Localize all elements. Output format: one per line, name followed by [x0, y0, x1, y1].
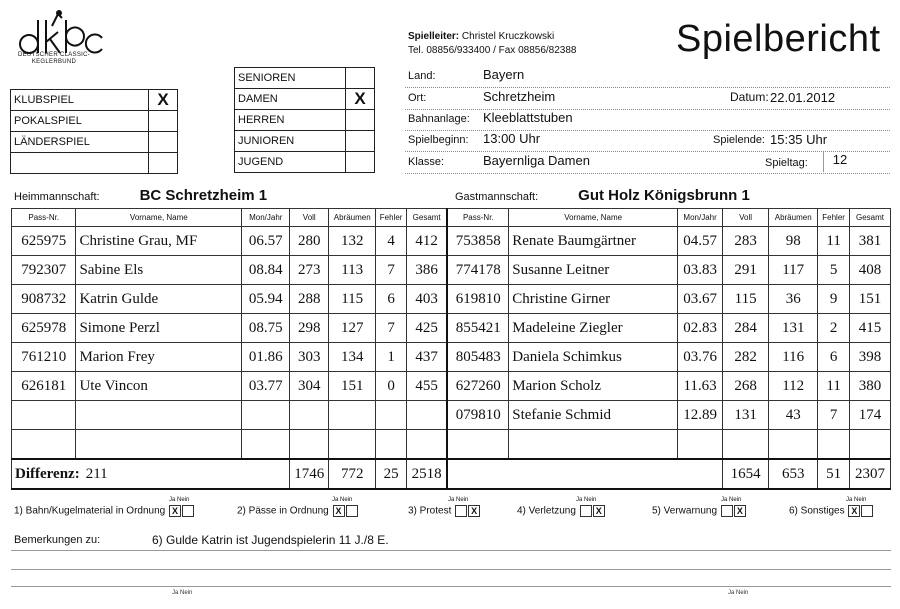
logo-line-1: DEUTSCHER CLASSIC-	[17, 52, 91, 58]
spielleiter-name: Christel Kruczkowski	[461, 31, 555, 42]
spielart-mark[interactable]	[149, 132, 178, 153]
page-title: Spielbericht	[676, 18, 881, 60]
heim-cell[interactable]: 08.84	[242, 256, 290, 285]
heim-cell[interactable]: Ute Vincon	[76, 372, 242, 401]
nein-checkbox[interactable]	[346, 505, 358, 517]
gast-cell[interactable]: 11.63	[678, 372, 723, 401]
divider	[11, 569, 891, 570]
gast-cell[interactable]: 9	[818, 285, 850, 314]
gast-cell[interactable]: 079810	[447, 401, 508, 430]
gast-cell[interactable]: 174	[849, 401, 890, 430]
heim-cell[interactable]	[12, 401, 76, 430]
yn-hint: Ja Nein	[721, 497, 742, 503]
land-value[interactable]: Bayern	[483, 67, 525, 82]
heim-cell[interactable]: Marion Frey	[76, 343, 242, 372]
gast-column-header: Voll	[723, 209, 769, 227]
heim-cell[interactable]: 403	[406, 285, 447, 314]
heim-cell[interactable]: 01.86	[242, 343, 290, 372]
ja-checkbox[interactable]	[580, 505, 592, 517]
check-item	[517, 497, 605, 517]
spielbeginn-label: Spielbeginn:	[408, 134, 469, 146]
heim-cell[interactable]: 437	[406, 343, 447, 372]
gast-cell[interactable]: 03.67	[678, 285, 723, 314]
check-item	[408, 497, 480, 517]
table-row	[12, 343, 891, 372]
spielende-value[interactable]: 15:35 Uhr	[770, 132, 828, 147]
divider	[11, 550, 891, 551]
gast-column-header: Gesamt	[849, 209, 890, 227]
logo-subtitle	[12, 52, 96, 66]
gast-cell[interactable]: 151	[849, 285, 890, 314]
heim-cell[interactable]	[406, 401, 447, 430]
gast-cell[interactable]: 2	[818, 314, 850, 343]
gast-cell[interactable]: 805483	[447, 343, 508, 372]
heim-cell[interactable]: 05.94	[242, 285, 290, 314]
gast-cell[interactable]: 282	[723, 343, 769, 372]
heim-cell[interactable]: Christine Grau, MF	[76, 227, 242, 256]
yn-hint: Ja Nein	[728, 590, 749, 596]
gast-cell[interactable]: Renate Baumgärtner	[509, 227, 678, 256]
table-row	[12, 227, 891, 256]
check-item	[237, 497, 358, 517]
kategorie-mark[interactable]	[346, 68, 375, 89]
klasse-row	[405, 152, 890, 174]
gast-cell[interactable]: Marion Scholz	[509, 372, 678, 401]
kategorie-label: HERREN	[235, 110, 346, 131]
gast-cell[interactable]: 112	[769, 372, 818, 401]
gast-cell[interactable]: 415	[849, 314, 890, 343]
heim-cell[interactable]: 626181	[12, 372, 76, 401]
gast-cell[interactable]: 115	[723, 285, 769, 314]
spielzeit-row	[405, 130, 890, 152]
ja-checkbox[interactable]	[721, 505, 733, 517]
heim-column-header: Mon/Jahr	[242, 209, 290, 227]
spielleiter-block	[408, 30, 576, 58]
heim-summe-cell[interactable]: 2518	[406, 459, 447, 489]
gast-cell[interactable]: 381	[849, 227, 890, 256]
gast-cell[interactable]: 02.83	[678, 314, 723, 343]
ja-checkbox[interactable]: X	[333, 505, 345, 517]
gast-cell[interactable]: 98	[769, 227, 818, 256]
heim-cell[interactable]: 908732	[12, 285, 76, 314]
gast-cell[interactable]: 131	[723, 401, 769, 430]
spieltag-label: Spieltag:	[765, 157, 808, 169]
heim-cell[interactable]: 06.57	[242, 227, 290, 256]
ja-checkbox[interactable]: X	[169, 505, 181, 517]
gast-cell[interactable]: 855421	[447, 314, 508, 343]
heim-cell[interactable]	[242, 430, 290, 460]
ort-value[interactable]: Schretzheim	[483, 89, 556, 104]
heim-cell[interactable]	[290, 401, 329, 430]
check-item	[789, 497, 873, 517]
heim-cell[interactable]: 761210	[12, 343, 76, 372]
differenz-row	[12, 459, 891, 489]
heim-cell[interactable]: 151	[329, 372, 376, 401]
heim-cell[interactable]	[76, 430, 242, 460]
heim-cell[interactable]: Simone Perzl	[76, 314, 242, 343]
heim-cell[interactable]	[376, 430, 407, 460]
logo-line-2: KEGLERBUND	[31, 59, 77, 65]
yn-hint: Ja Nein	[169, 497, 190, 503]
heim-cell[interactable]: 1	[376, 343, 407, 372]
heim-cell[interactable]: 6	[376, 285, 407, 314]
klasse-value[interactable]: Bayernliga Damen	[483, 153, 590, 168]
heim-header	[14, 187, 267, 204]
nein-checkbox[interactable]: X	[468, 505, 480, 517]
table-row	[12, 430, 891, 460]
result-table	[11, 208, 891, 490]
differenz-value[interactable]: 211	[85, 465, 108, 482]
spielleiter-label: Spielleiter:	[408, 31, 460, 42]
heim-cell[interactable]: 625978	[12, 314, 76, 343]
spielbeginn-value[interactable]: 13:00 Uhr	[483, 131, 541, 146]
gast-summe-cell[interactable]: 1654	[723, 459, 769, 489]
ja-checkbox[interactable]	[455, 505, 467, 517]
table-row	[12, 285, 891, 314]
gast-cell[interactable]: 36	[769, 285, 818, 314]
gast-cell[interactable]: 03.83	[678, 256, 723, 285]
check-label: 2) Pässe in Ordnung	[237, 505, 329, 517]
nein-checkbox[interactable]: X	[734, 505, 746, 517]
heim-cell[interactable]	[12, 430, 76, 460]
spieltag-value[interactable]: 12	[823, 152, 856, 172]
heim-cell[interactable]	[376, 401, 407, 430]
heim-cell[interactable]: 280	[290, 227, 329, 256]
gast-cell[interactable]: 291	[723, 256, 769, 285]
spielart-mark[interactable]	[149, 111, 178, 132]
kategorie-label: DAMEN	[235, 89, 346, 110]
yn-hint: Ja Nein	[576, 497, 597, 503]
gast-cell[interactable]: Susanne Leitner	[509, 256, 678, 285]
heim-cell[interactable]: 08.75	[242, 314, 290, 343]
check-label: 1) Bahn/Kugelmaterial in Ordnung	[14, 505, 166, 517]
datum-label: Datum:	[730, 90, 769, 104]
heim-cell[interactable]: 304	[290, 372, 329, 401]
heim-cell[interactable]: 115	[329, 285, 376, 314]
gast-cell[interactable]: Christine Girner	[509, 285, 678, 314]
spielart-mark[interactable]	[149, 153, 178, 174]
heim-summe-cell[interactable]: 1746	[290, 459, 329, 489]
heim-cell[interactable]: Sabine Els	[76, 256, 242, 285]
gast-cell[interactable]: 380	[849, 372, 890, 401]
heim-cell[interactable]: 455	[406, 372, 447, 401]
spielart-label	[11, 153, 149, 174]
heim-cell[interactable]: 386	[406, 256, 447, 285]
gast-summe-cell[interactable]: 653	[769, 459, 818, 489]
heim-cell[interactable]	[76, 401, 242, 430]
gast-cell[interactable]: 04.57	[678, 227, 723, 256]
heim-name: BC Schretzheim 1	[139, 187, 268, 204]
gast-column-header: Vorname, Name	[509, 209, 678, 227]
heim-cell[interactable]: 303	[290, 343, 329, 372]
gast-cell[interactable]: 116	[769, 343, 818, 372]
spielart-table	[10, 89, 178, 174]
heim-cell[interactable]: 298	[290, 314, 329, 343]
gast-label: Gastmannschaft:	[455, 191, 539, 203]
gast-cell[interactable]: 5	[818, 256, 850, 285]
gast-cell[interactable]: 398	[849, 343, 890, 372]
ort-label: Ort:	[408, 92, 427, 104]
heim-column-header: Abräumen	[329, 209, 376, 227]
heim-cell[interactable]: 113	[329, 256, 376, 285]
yn-hint: Ja Nein	[846, 497, 867, 503]
gast-column-header: Mon/Jahr	[678, 209, 723, 227]
gast-cell[interactable]	[678, 430, 723, 460]
divider	[11, 586, 891, 587]
gast-cell[interactable]: Stefanie Schmid	[509, 401, 678, 430]
check-item	[652, 497, 746, 517]
heim-cell[interactable]: 0	[376, 372, 407, 401]
heim-cell[interactable]: 134	[329, 343, 376, 372]
gast-cell[interactable]: 268	[723, 372, 769, 401]
heim-cell[interactable]	[290, 430, 329, 460]
gast-cell[interactable]: 11	[818, 227, 850, 256]
gast-cell[interactable]: 284	[723, 314, 769, 343]
heim-cell[interactable]: 288	[290, 285, 329, 314]
gast-cell[interactable]	[723, 430, 769, 460]
gast-cell[interactable]: Daniela Schimkus	[509, 343, 678, 372]
table-row	[12, 401, 891, 430]
heim-summe-cell[interactable]: 772	[329, 459, 376, 489]
differenz-label: Differenz:	[15, 465, 80, 482]
gast-cell[interactable]: 12.89	[678, 401, 723, 430]
kategorie-label: JUNIOREN	[235, 131, 346, 152]
heim-cell[interactable]	[406, 430, 447, 460]
differenz-cell	[12, 459, 290, 489]
spielleiter-tel: Tel. 08856/933400 / Fax 08856/82388	[408, 45, 577, 56]
gast-cell[interactable]: Madeleine Ziegler	[509, 314, 678, 343]
gast-cell[interactable]: 117	[769, 256, 818, 285]
land-label: Land:	[408, 70, 436, 82]
heim-column-header: Pass-Nr.	[12, 209, 76, 227]
gast-cell[interactable]	[849, 430, 890, 460]
gast-cell[interactable]: 408	[849, 256, 890, 285]
gast-column-header: Fehler	[818, 209, 850, 227]
spielart-label: POKALSPIEL	[11, 111, 149, 132]
bemerkungen	[14, 533, 389, 547]
kategorie-label: JUGEND	[235, 152, 346, 173]
gast-cell[interactable]: 619810	[447, 285, 508, 314]
gast-cell[interactable]: 753858	[447, 227, 508, 256]
heim-column-header: Vorname, Name	[76, 209, 242, 227]
kategorie-mark[interactable]	[346, 110, 375, 131]
heim-column-header: Fehler	[376, 209, 407, 227]
table-row	[12, 372, 891, 401]
gast-cell[interactable]: 627260	[447, 372, 508, 401]
heim-summe-cell[interactable]: 25	[376, 459, 407, 489]
table-row	[12, 314, 891, 343]
gast-cell[interactable]: 7	[818, 401, 850, 430]
nein-checkbox[interactable]: X	[593, 505, 605, 517]
table-row	[12, 256, 891, 285]
bemerkungen-label: Bemerkungen zu:	[14, 534, 101, 546]
gast-cell[interactable]	[509, 430, 678, 460]
ja-checkbox[interactable]: X	[848, 505, 860, 517]
heim-column-header: Voll	[290, 209, 329, 227]
heim-cell[interactable]: 412	[406, 227, 447, 256]
spielende-label: Spielende:	[713, 134, 765, 146]
yn-hint: Ja Nein	[172, 590, 193, 596]
gast-summe-cell[interactable]: 2307	[849, 459, 890, 489]
gast-cell[interactable]: 131	[769, 314, 818, 343]
heim-cell[interactable]: 4	[376, 227, 407, 256]
gast-cell[interactable]: 11	[818, 372, 850, 401]
check-item	[14, 497, 194, 517]
klasse-label: Klasse:	[408, 156, 445, 168]
heim-cell[interactable]	[242, 401, 290, 430]
heim-cell[interactable]: 127	[329, 314, 376, 343]
gast-name: Gut Holz Königsbrunn 1	[578, 187, 750, 204]
kategorie-mark[interactable]: X	[346, 89, 375, 110]
spielart-label: LÄNDERSPIEL	[11, 132, 149, 153]
gast-cell[interactable]	[447, 430, 508, 460]
kategorie-mark[interactable]	[346, 131, 375, 152]
heim-cell[interactable]: 7	[376, 256, 407, 285]
spielart-label: KLUBSPIEL	[11, 90, 149, 111]
land-row	[405, 66, 890, 88]
spielart-mark[interactable]: X	[149, 90, 178, 111]
gast-cell[interactable]: 283	[723, 227, 769, 256]
gast-summe-cell[interactable]: 51	[818, 459, 850, 489]
gast-cell[interactable]: 03.76	[678, 343, 723, 372]
heim-cell[interactable]: 625975	[12, 227, 76, 256]
gast-cell[interactable]: 43	[769, 401, 818, 430]
check-label: 5) Verwarnung	[652, 505, 718, 517]
gast-cell[interactable]: 774178	[447, 256, 508, 285]
gast-cell[interactable]	[769, 430, 818, 460]
check-label: 4) Verletzung	[517, 505, 576, 517]
bahnanlage-value[interactable]: Kleeblattstuben	[483, 110, 573, 125]
gast-cell[interactable]: 6	[818, 343, 850, 372]
gast-column-header: Abräumen	[769, 209, 818, 227]
check-label: 6) Sonstiges	[789, 505, 845, 517]
yn-hint: Ja Nein	[332, 497, 353, 503]
datum-value[interactable]: 22.01.2012	[770, 90, 836, 105]
kategorie-mark[interactable]	[346, 152, 375, 173]
gast-column-header: Pass-Nr.	[447, 209, 508, 227]
bemerkungen-text[interactable]: 6) Gulde Katrin ist Jugendspielerin 11 J./8 E.	[152, 533, 389, 547]
gast-header	[455, 187, 750, 204]
check-label: 3) Protest	[408, 505, 452, 517]
heim-label: Heimmannschaft:	[14, 191, 100, 203]
nein-checkbox[interactable]	[182, 505, 194, 517]
heim-cell[interactable]: 425	[406, 314, 447, 343]
kategorie-table	[234, 67, 375, 173]
gast-cell[interactable]	[818, 430, 850, 460]
heim-cell[interactable]: 03.77	[242, 372, 290, 401]
heim-cell[interactable]: 792307	[12, 256, 76, 285]
nein-checkbox[interactable]	[861, 505, 873, 517]
heim-cell[interactable]: 7	[376, 314, 407, 343]
heim-cell[interactable]: Katrin Gulde	[76, 285, 242, 314]
ort-row	[405, 88, 890, 110]
kategorie-label: SENIOREN	[235, 68, 346, 89]
heim-cell[interactable]: 132	[329, 227, 376, 256]
gast-diff-spacer	[447, 459, 722, 489]
heim-cell[interactable]	[329, 430, 376, 460]
heim-column-header: Gesamt	[406, 209, 447, 227]
bahnanlage-label: Bahnanlage:	[408, 113, 470, 125]
bahnanlage-row	[405, 109, 890, 131]
heim-cell[interactable]	[329, 401, 376, 430]
table-header-row	[12, 209, 891, 227]
heim-cell[interactable]: 273	[290, 256, 329, 285]
yn-hint: Ja Nein	[448, 497, 469, 503]
